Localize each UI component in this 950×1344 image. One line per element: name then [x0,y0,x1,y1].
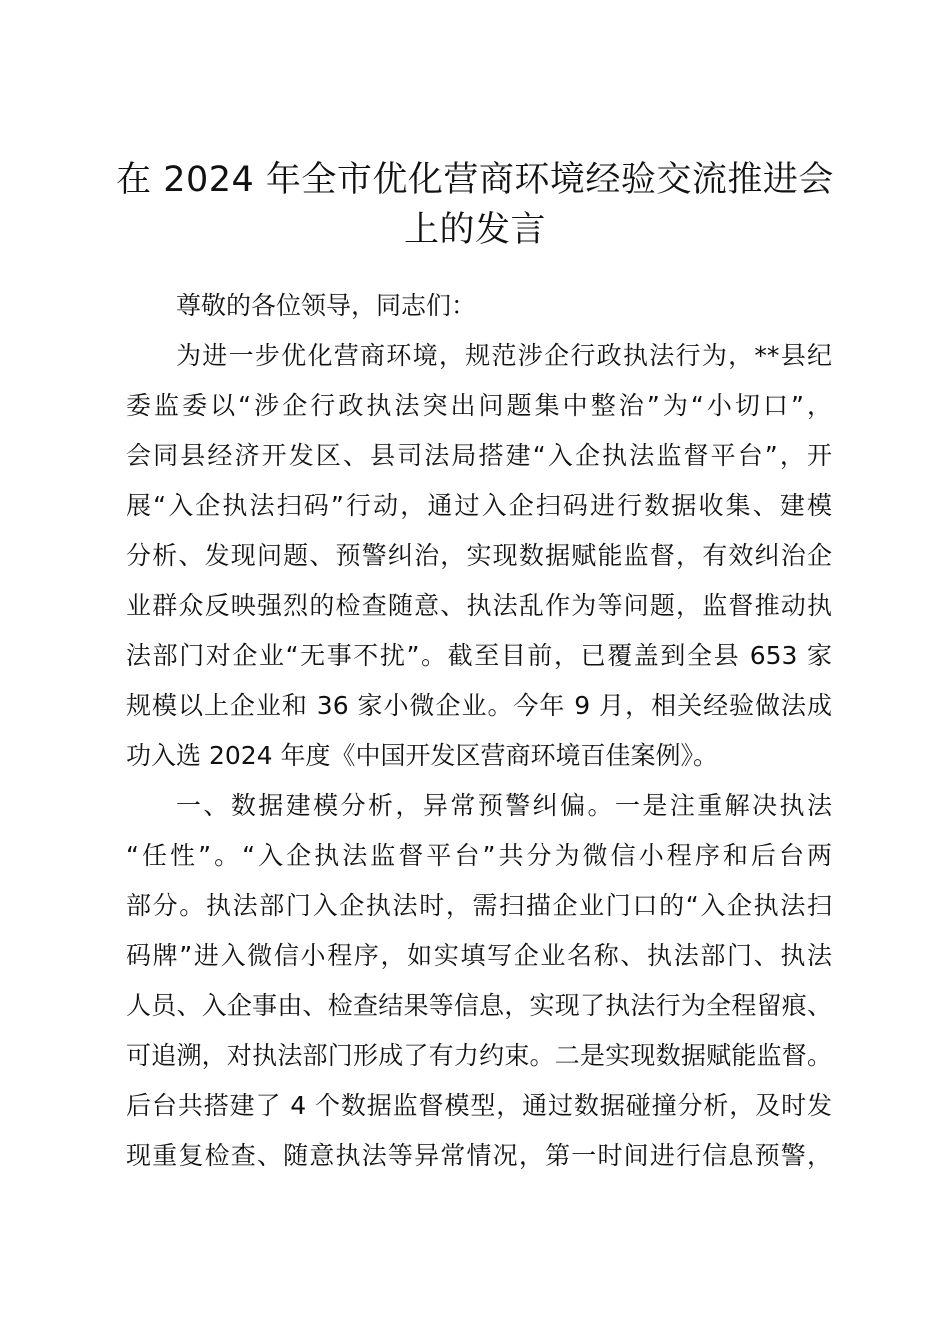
greeting: 尊敬的各位领导，同志们： [176,291,477,320]
paragraph-line: 规模以上企业和 36 家小微企业。今年 9 月，相关经验做法成 [126,691,832,720]
document-body [126,281,832,1181]
paragraph-line: 业群众反映强烈的检查随意、执法乱作为等问题，监督推动执 [126,591,832,620]
paragraph-line: “任性”。“入企执法监督平台”共分为微信小程序和后台两 [126,841,832,870]
title-line-1: 在 2024 年全市优化营商环境经验交流推进会 [116,160,834,200]
paragraph-line: 展“入企执法扫码”行动，通过入企扫码进行数据收集、建模 [126,491,832,520]
paragraph-line: 法部门对企业“无事不扰”。截至目前，已覆盖到全县 653 家 [126,641,832,670]
paragraph-line: 分析、发现问题、预警纠治，实现数据赋能监督，有效纠治企 [126,541,832,570]
paragraph-line: 现重复检查、随意执法等异常情况，第一时间进行信息预警， [126,1141,832,1170]
paragraph-line: 可追溯，对执法部门形成了有力约束。二是实现数据赋能监督。 [126,1041,832,1070]
paragraph-line: 码牌”进入微信小程序，如实填写企业名称、执法部门、执法 [126,941,832,970]
paragraph-line: 部分。执法部门入企执法时，需扫描企业门口的“入企执法扫 [126,891,832,920]
paragraph-line: 功入选 2024 年度《中国开发区营商环境百佳案例》。 [126,741,719,770]
paragraph-section-one [126,781,832,1181]
title-line-2: 上的发言 [403,210,546,250]
paragraph-intro [126,331,832,781]
paragraph-line: 会同县经济开发区、县司法局搭建“入企执法监督平台”，开 [126,441,832,470]
paragraph-line: 一、数据建模分析，异常预警纠偏。一是注重解决执法 [176,791,832,820]
paragraph-line: 后台共搭建了 4 个数据监督模型，通过数据碰撞分析，及时发 [126,1091,832,1120]
document-title [110,155,840,255]
paragraph-line: 为进一步优化营商环境，规范涉企行政执法行为，**县纪 [176,341,832,370]
paragraph-line: 委监委以“涉企行政执法突出问题集中整治”为“小切口”， [126,391,832,420]
paragraph-line: 人员、入企事由、检查结果等信息，实现了执法行为全程留痕、 [126,991,832,1020]
